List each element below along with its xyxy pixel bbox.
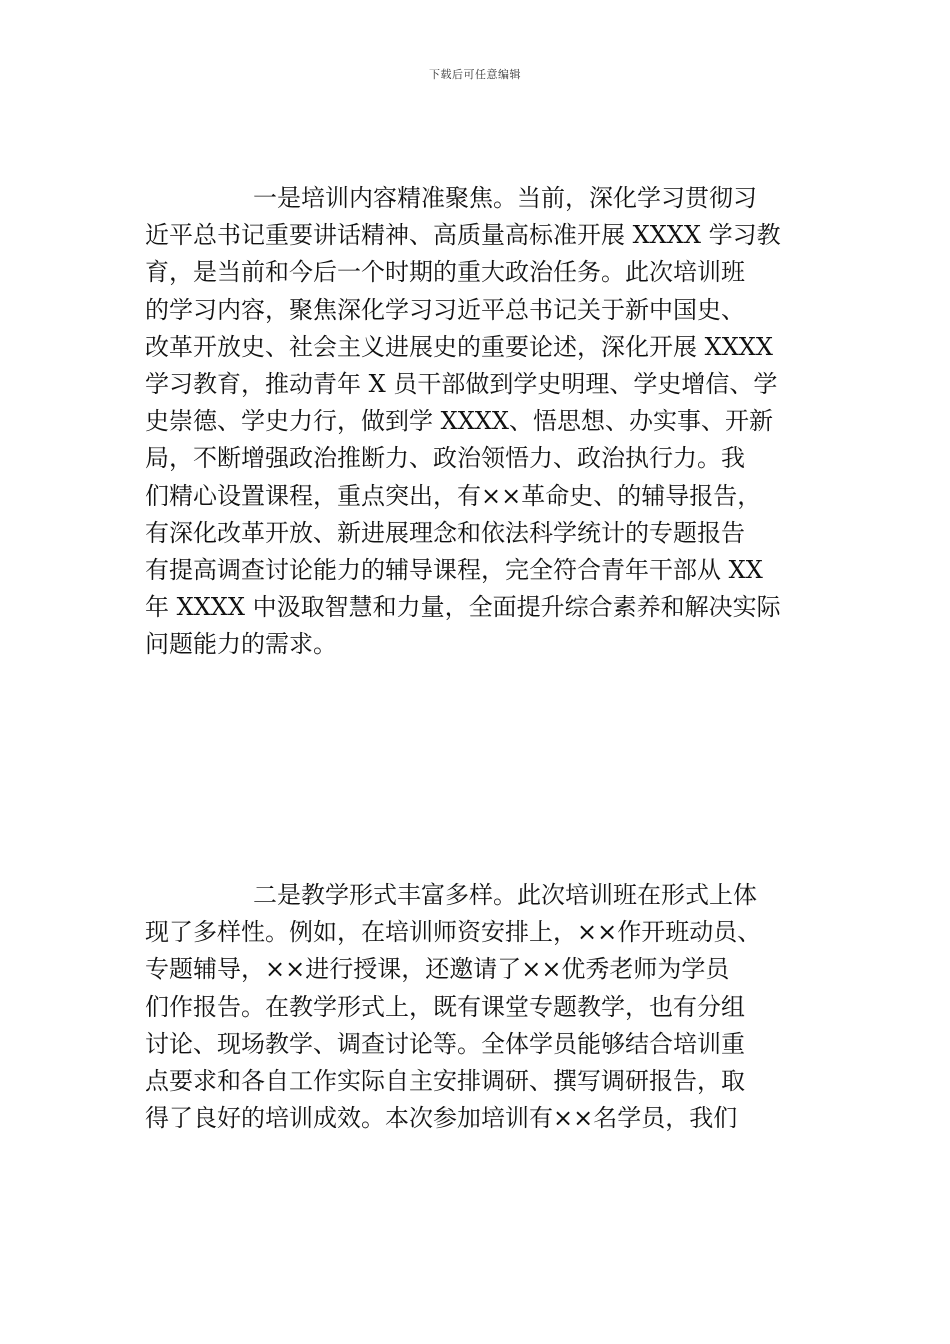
text-line: 学习教育，推动青年 X 员干部做到学史明理、学史增信、学	[145, 370, 778, 399]
text-line: 讨论、现场教学、调查讨论等。全体学员能够结合培训重	[145, 1029, 745, 1058]
text-line: 问题能力的需求。	[145, 630, 337, 659]
paragraph-training-content	[145, 180, 781, 664]
text-line: 有提高调查讨论能力的辅导课程，完全符合青年干部从 XX	[145, 556, 763, 585]
header-note: 下载后可任意编辑	[429, 68, 521, 81]
text-line: 有深化改革开放、新进展理念和依法科学统计的专题报告	[145, 518, 745, 547]
text-line: 们精心设置课程，重点突出，有××革命史、的辅导报告，	[145, 481, 762, 510]
paragraph-teaching-forms	[145, 877, 761, 1137]
text-line: 点要求和各自工作实际自主安排调研、撰写调研报告，取	[145, 1067, 745, 1096]
text-line: 们作报告。在教学形式上，既有课堂专题教学，也有分组	[145, 992, 745, 1021]
text-line: 史崇德、学史力行，做到学 XXXX、悟思想、办实事、开新	[145, 407, 773, 436]
text-line: 得了良好的培训成效。本次参加培训有××名学员，我们	[145, 1104, 738, 1133]
text-line: 现了多样性。例如，在培训师资安排上，××作开班动员、	[145, 918, 762, 947]
text-line: 的学习内容，聚焦深化学习习近平总书记关于新中国史、	[145, 295, 745, 324]
text-line: 近平总书记重要讲话精神、高质量高标准开展 XXXX 学习教	[145, 221, 781, 250]
text-line: 局，不断增强政治推断力、政治领悟力、政治执行力。我	[145, 444, 745, 473]
text-line: 年 XXXX 中汲取智慧和力量，全面提升综合素养和解决实际	[145, 593, 781, 622]
text-line: 一是培训内容精准聚焦。当前，深化学习贯彻习	[253, 184, 757, 212]
text-line: 改革开放史、社会主义进展史的重要论述，深化开展 XXXX	[145, 332, 773, 361]
text-line: 育，是当前和今后一个时期的重大政治任务。此次培训班	[145, 258, 745, 287]
text-line: 二是教学形式丰富多样。此次培训班在形式上体	[253, 881, 757, 909]
text-line: 专题辅导，××进行授课，还邀请了××优秀老师为学员	[145, 955, 730, 984]
